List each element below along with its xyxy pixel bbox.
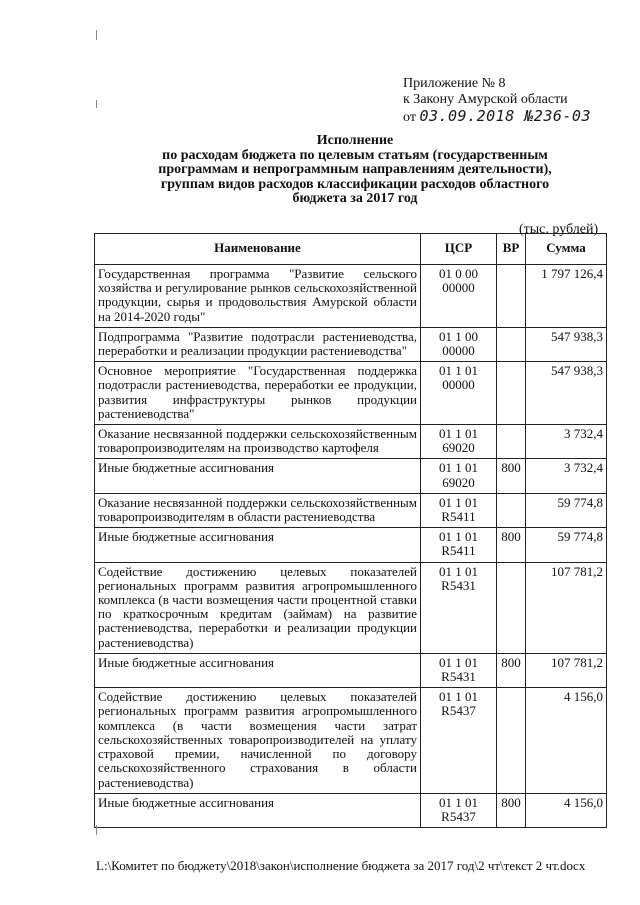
- csr-cell: 01 1 01 00000: [421, 362, 497, 425]
- annex-date-prefix: от: [403, 110, 416, 125]
- vr-cell: [497, 562, 526, 653]
- document-title: [130, 134, 580, 207]
- header-vr: ВР: [497, 234, 526, 265]
- table-row: [95, 265, 607, 328]
- units-label: (тыс. рублей): [519, 222, 599, 237]
- csr-cell: 01 1 01 R5431: [421, 653, 497, 687]
- vr-cell: [497, 327, 526, 361]
- title-line-2: по расходам бюджета по целевым статьям (государственным: [162, 147, 548, 163]
- annex-law: к Закону Амурской области: [403, 92, 568, 107]
- name-cell: Оказание несвязанной поддержки сельскохозяйственным товаропроизводителям в области растениеводства: [95, 493, 421, 527]
- table-row: [95, 493, 607, 527]
- scan-margin-mark: [96, 100, 97, 108]
- scan-margin-mark: [96, 30, 97, 40]
- name-cell: Иные бюджетные ассигнования: [95, 653, 421, 687]
- sum-cell: 3 732,4: [526, 425, 607, 459]
- name-cell: Иные бюджетные ассигнования: [95, 528, 421, 562]
- name-cell: Государственная программа "Развитие сельского хозяйства и регулирование рынков сельскохозяйственной продукции, сырья и продовольствия Амурской области на 2014-2020 годы": [95, 265, 421, 328]
- table-row: [95, 528, 607, 562]
- name-cell: Оказание несвязанной поддержки сельскохозяйственным товаропроизводителям на производство картофеля: [95, 425, 421, 459]
- sum-cell: 59 774,8: [526, 493, 607, 527]
- table-row: [95, 459, 607, 493]
- vr-cell: [497, 425, 526, 459]
- table-row: [95, 425, 607, 459]
- csr-cell: 01 1 01 R5411: [421, 528, 497, 562]
- vr-cell: [497, 362, 526, 425]
- title-line-5: бюджета за 2017 год: [292, 191, 418, 206]
- csr-cell: 01 1 01 69020: [421, 425, 497, 459]
- vr-cell: [497, 265, 526, 328]
- file-path-footer: L:\Комитет по бюджету\2018\закон\исполнение бюджета за 2017 год\2 чт\текст 2 чт.docx: [96, 858, 586, 873]
- table-row: [95, 327, 607, 361]
- name-cell: Содействие достижению целевых показателей региональных программ развития агропромышленного комплекса (в части возмещения части затрат сельскохозяйственных товаропроизводителей на уплату страховой премии, начисленной по договору сельскохозяйственного страхования в области растениеводства): [95, 688, 421, 793]
- table-row: [95, 793, 607, 827]
- csr-cell: 01 1 01 R5431: [421, 562, 497, 653]
- csr-cell: 01 1 01 R5411: [421, 493, 497, 527]
- annex-number: Приложение № 8: [403, 76, 506, 91]
- table-header-row: [95, 234, 607, 265]
- annex-date-line: [403, 108, 591, 126]
- table-row: [95, 688, 607, 793]
- sum-cell: 4 156,0: [526, 793, 607, 827]
- table-row: [95, 362, 607, 425]
- vr-cell: 800: [497, 653, 526, 687]
- vr-cell: 800: [497, 459, 526, 493]
- sum-cell: 59 774,8: [526, 528, 607, 562]
- table-row: [95, 562, 607, 653]
- name-cell: Содействие достижению целевых показателей региональных программ развития агропромышленного комплекса (в части возмещения части процентной ставки по краткосрочным кредитам (займам) на развитие растениеводства, переработки и реализации продукции растениеводства): [95, 562, 421, 653]
- vr-cell: [497, 688, 526, 793]
- name-cell: Подпрограмма "Развитие подотрасли растениеводства, переработки и реализации продукции растениеводства": [95, 327, 421, 361]
- budget-table: [94, 233, 607, 828]
- name-cell: Иные бюджетные ассигнования: [95, 793, 421, 827]
- sum-cell: 1 797 126,4: [526, 265, 607, 328]
- header-name: Наименование: [95, 234, 421, 265]
- header-sum: Сумма: [526, 234, 607, 265]
- scan-margin-mark: [96, 825, 97, 835]
- handwritten-date-number: 03.09.2018 №236-03: [419, 107, 591, 125]
- name-cell: Основное мероприятие "Государственная поддержка подотрасли растениеводства, переработки ее продукции, развития инфраструктуры рынков продукции растениеводства": [95, 362, 421, 425]
- vr-cell: 800: [497, 528, 526, 562]
- csr-cell: 01 1 00 00000: [421, 327, 497, 361]
- sum-cell: 547 938,3: [526, 327, 607, 361]
- sum-cell: 107 781,2: [526, 562, 607, 653]
- title-line-1: Исполнение: [316, 133, 394, 148]
- annex-header: [403, 76, 591, 126]
- vr-cell: [497, 493, 526, 527]
- title-line-4: группам видов расходов классификации расходов областного: [160, 176, 550, 192]
- csr-cell: 01 0 00 00000: [421, 265, 497, 328]
- name-cell: Иные бюджетные ассигнования: [95, 459, 421, 493]
- sum-cell: 547 938,3: [526, 362, 607, 425]
- csr-cell: 01 1 01 R5437: [421, 688, 497, 793]
- sum-cell: 3 732,4: [526, 459, 607, 493]
- csr-cell: 01 1 01 69020: [421, 459, 497, 493]
- sum-cell: 107 781,2: [526, 653, 607, 687]
- table-row: [95, 653, 607, 687]
- header-csr: ЦСР: [421, 234, 497, 265]
- title-line-3: программам и непрограммным направлениям деятельности),: [158, 162, 552, 177]
- vr-cell: 800: [497, 793, 526, 827]
- csr-cell: 01 1 01 R5437: [421, 793, 497, 827]
- sum-cell: 4 156,0: [526, 688, 607, 793]
